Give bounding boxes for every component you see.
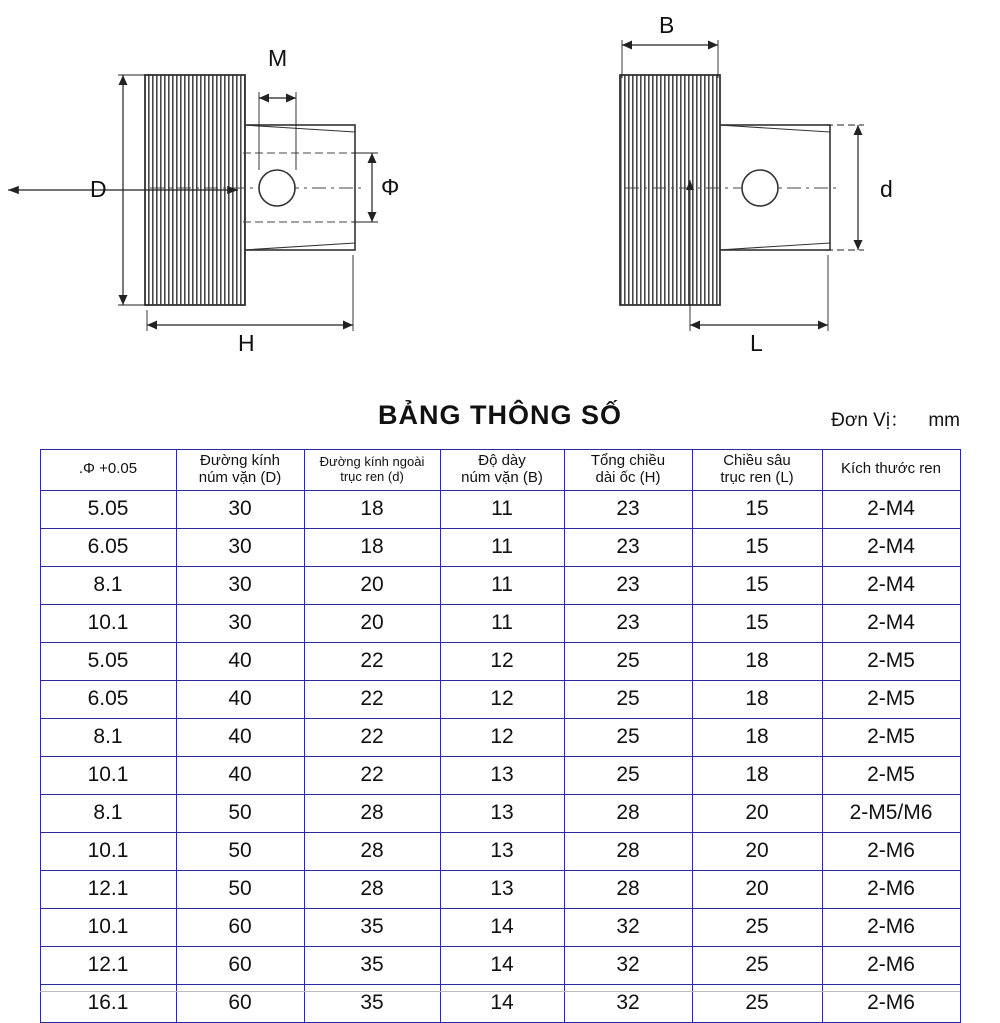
table-cell: 2-M4 (822, 528, 960, 566)
table-row (40, 528, 960, 566)
table-cell: 10.1 (40, 908, 176, 946)
table-cell: 2-M4 (822, 566, 960, 604)
table-row (40, 946, 960, 984)
table-cell: 13 (440, 756, 564, 794)
table-row (40, 908, 960, 946)
table-cell: 40 (176, 680, 304, 718)
technical-drawings-area (0, 0, 1000, 390)
table-cell: 15 (692, 528, 822, 566)
table-cell: 18 (692, 718, 822, 756)
table-cell: 30 (176, 604, 304, 642)
left-view-group (8, 75, 378, 331)
table-row (40, 756, 960, 794)
table-cell: 25 (564, 756, 692, 794)
table-cell: 12 (440, 680, 564, 718)
table-row (40, 642, 960, 680)
table-cell: 22 (304, 756, 440, 794)
table-cell: 8.1 (40, 566, 176, 604)
table-row (40, 984, 960, 1022)
table-row (40, 490, 960, 528)
table-cell: 28 (304, 832, 440, 870)
table-cell: 40 (176, 718, 304, 756)
table-cell: 40 (176, 642, 304, 680)
table-cell: 12.1 (40, 946, 176, 984)
table-cell: 2-M6 (822, 832, 960, 870)
table-row (40, 832, 960, 870)
table-cell: 18 (304, 490, 440, 528)
bottom-divider (40, 991, 960, 992)
table-cell: 2-M6 (822, 870, 960, 908)
table-cell: 6.05 (40, 528, 176, 566)
dim-label-D: D (90, 176, 107, 202)
table-cell: 60 (176, 984, 304, 1022)
table-cell: 14 (440, 984, 564, 1022)
spec-table (40, 449, 961, 1023)
header-thread-size: Kích thước ren (822, 450, 960, 491)
table-row (40, 566, 960, 604)
table-cell: 32 (564, 908, 692, 946)
table-cell: 16.1 (40, 984, 176, 1022)
table-cell: 20 (692, 870, 822, 908)
table-cell: 8.1 (40, 794, 176, 832)
header-thread-depth: Chiều sâu trục ren (L) (692, 450, 822, 491)
table-cell: 2-M5/M6 (822, 794, 960, 832)
dim-label-M: M (268, 45, 288, 71)
table-cell: 10.1 (40, 604, 176, 642)
header-knob-diameter: Đường kính núm vặn (D) (176, 450, 304, 491)
table-cell: 23 (564, 566, 692, 604)
table-cell: 6.05 (40, 680, 176, 718)
table-cell: 28 (304, 870, 440, 908)
table-cell: 28 (564, 870, 692, 908)
table-cell: 28 (564, 794, 692, 832)
header-phi: .Φ +0.05 (40, 450, 176, 491)
table-cell: 30 (176, 528, 304, 566)
table-cell: 2-M5 (822, 718, 960, 756)
header-shaft-outer-diameter: Đường kính ngoài trục ren (d) (304, 450, 440, 491)
table-cell: 8.1 (40, 718, 176, 756)
table-cell: 12 (440, 642, 564, 680)
table-cell: 15 (692, 490, 822, 528)
drawing-svg (0, 0, 1000, 390)
dim-label-L: L (750, 330, 763, 356)
header-knob-thickness: Độ dày núm vặn (B) (440, 450, 564, 491)
table-cell: 15 (692, 604, 822, 642)
table-cell: 10.1 (40, 832, 176, 870)
spec-table-body (40, 490, 960, 1022)
table-cell: 14 (440, 908, 564, 946)
right-view-group (620, 40, 864, 331)
table-cell: 2-M6 (822, 984, 960, 1022)
table-row (40, 680, 960, 718)
table-cell: 20 (692, 794, 822, 832)
table-cell: 12 (440, 718, 564, 756)
table-cell: 13 (440, 870, 564, 908)
table-cell: 11 (440, 566, 564, 604)
table-cell: 35 (304, 908, 440, 946)
table-cell: 32 (564, 946, 692, 984)
table-cell: 35 (304, 984, 440, 1022)
table-cell: 25 (564, 642, 692, 680)
table-cell: 25 (564, 718, 692, 756)
table-cell: 2-M5 (822, 680, 960, 718)
table-cell: 50 (176, 870, 304, 908)
table-cell: 18 (692, 756, 822, 794)
table-cell: 18 (692, 680, 822, 718)
dim-label-B: B (659, 12, 675, 38)
table-cell: 50 (176, 832, 304, 870)
table-cell: 60 (176, 946, 304, 984)
table-cell: 20 (304, 566, 440, 604)
dim-label-phi: Φ (381, 174, 400, 200)
table-cell: 13 (440, 832, 564, 870)
table-cell: 15 (692, 566, 822, 604)
table-cell: 13 (440, 794, 564, 832)
table-cell: 2-M6 (822, 908, 960, 946)
table-cell: 28 (564, 832, 692, 870)
table-cell: 30 (176, 566, 304, 604)
table-cell: 18 (304, 528, 440, 566)
table-cell: 18 (692, 642, 822, 680)
table-cell: 10.1 (40, 756, 176, 794)
table-cell: 22 (304, 680, 440, 718)
unit-value: mm (928, 410, 960, 431)
table-cell: 22 (304, 642, 440, 680)
table-cell: 20 (692, 832, 822, 870)
dim-label-H: H (238, 330, 255, 356)
table-cell: 2-M4 (822, 604, 960, 642)
table-cell: 25 (692, 984, 822, 1022)
table-cell: 25 (692, 908, 822, 946)
header-total-length: Tổng chiều dài ốc (H) (564, 450, 692, 491)
table-cell: 23 (564, 528, 692, 566)
table-cell: 11 (440, 528, 564, 566)
table-row (40, 604, 960, 642)
table-cell: 25 (692, 946, 822, 984)
table-cell: 5.05 (40, 642, 176, 680)
table-cell: 2-M6 (822, 946, 960, 984)
table-row (40, 870, 960, 908)
table-row (40, 718, 960, 756)
unit-label: Đơn Vị： (831, 410, 910, 431)
table-cell: 2-M5 (822, 756, 960, 794)
table-cell: 14 (440, 946, 564, 984)
table-cell: 11 (440, 490, 564, 528)
table-cell: 28 (304, 794, 440, 832)
table-cell: 2-M5 (822, 642, 960, 680)
table-header-row (40, 450, 960, 491)
table-cell: 25 (564, 680, 692, 718)
unit-line (831, 405, 960, 432)
table-title: BẢNG THÔNG SỐ (377, 400, 622, 430)
table-cell: 23 (564, 490, 692, 528)
table-cell: 2-M4 (822, 490, 960, 528)
table-cell: 50 (176, 794, 304, 832)
table-cell: 23 (564, 604, 692, 642)
table-cell: 32 (564, 984, 692, 1022)
table-cell: 30 (176, 490, 304, 528)
dim-label-d: d (880, 176, 893, 202)
table-cell: 11 (440, 604, 564, 642)
table-cell: 35 (304, 946, 440, 984)
table-cell: 22 (304, 718, 440, 756)
table-cell: 60 (176, 908, 304, 946)
table-row (40, 794, 960, 832)
table-cell: 40 (176, 756, 304, 794)
table-cell: 20 (304, 604, 440, 642)
table-cell: 12.1 (40, 870, 176, 908)
table-cell: 5.05 (40, 490, 176, 528)
